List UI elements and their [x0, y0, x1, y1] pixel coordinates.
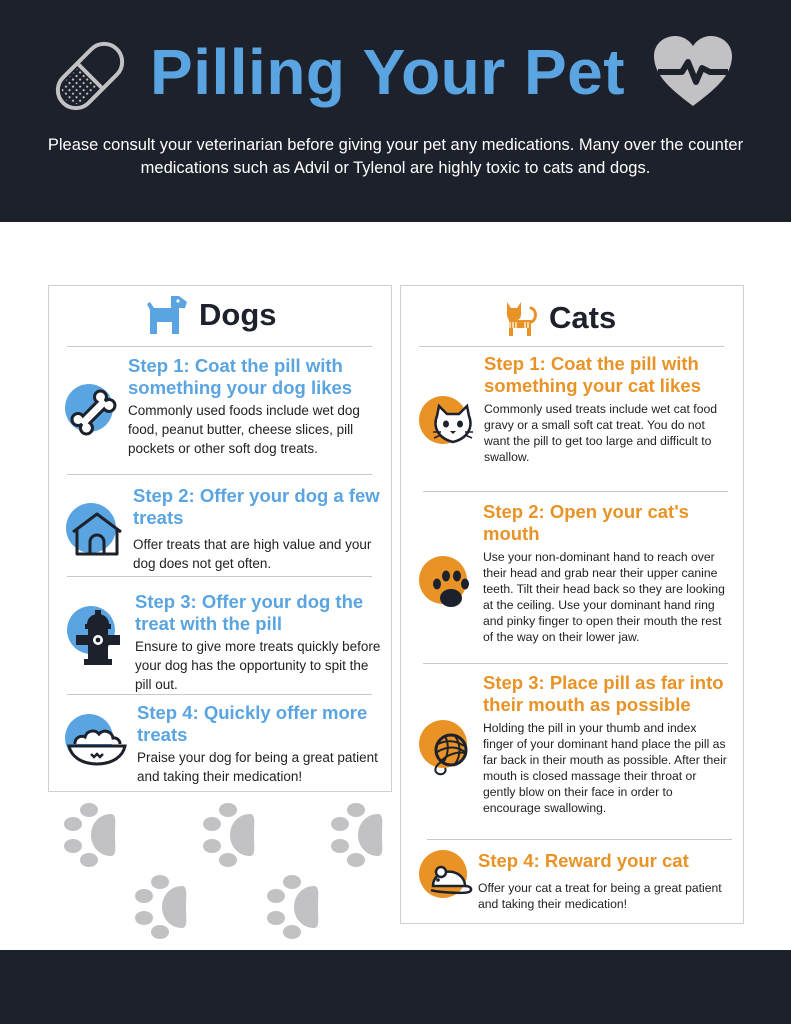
paw-print-icon [258, 872, 328, 942]
dog-step-1: Step 1: Coat the pill with something your dog likes Commonly used foods include wet dog food, peanut butter, cheese slices, pill pockets or other soft dog treats. [128, 355, 360, 456]
paw-print-icon [419, 556, 483, 620]
divider [67, 474, 372, 475]
dog-step1-icon-badge [65, 384, 129, 448]
yarn-ball-icon [419, 720, 483, 784]
pill-capsule-icon [48, 34, 132, 118]
heartbeat-heart-icon [652, 34, 734, 108]
mouse-toy-icon [419, 850, 483, 914]
dog-step-3: Step 3: Offer your dog the treat with the pill Ensure to give more treats quickly before your dog has the opportunity to spit the pill out. [135, 591, 381, 692]
cat-step2-icon-badge [419, 556, 483, 620]
cat-step3-icon-badge [419, 720, 483, 784]
dog-step2-icon-badge [65, 502, 129, 566]
paw-print-icon [55, 800, 125, 870]
fire-hydrant-icon [65, 606, 129, 670]
divider [427, 839, 732, 840]
dog-icon [145, 294, 189, 336]
cat-step-2: Step 2: Open your cat's mouth Use your non-dominant hand to reach over their head and grab near their upper canine teeth. Tilt their head back so they are looking at the ceiling. Use your dominant hand ring and pinky finger to open their mouth the rest of the way on their lower jaw. [483, 501, 725, 644]
divider [67, 346, 372, 347]
divider [67, 576, 372, 577]
bone-icon [65, 384, 129, 448]
dog-step-2: Step 2: Offer your dog a few treats Offer treats that are high value and your dog does not get often. [133, 485, 380, 571]
header-banner [0, 0, 791, 222]
cat-step4-icon-badge [419, 850, 483, 914]
cat-icon [501, 298, 539, 338]
doghouse-icon [65, 502, 129, 566]
divider [67, 694, 372, 695]
paw-print-icon [322, 800, 392, 870]
cat-face-icon [419, 396, 483, 460]
dog-step3-icon-badge [65, 606, 129, 670]
dog-step4-icon-badge [65, 714, 129, 778]
page-title: Pilling Your Pet [150, 36, 626, 108]
divider [419, 346, 724, 347]
cat-step1-icon-badge [419, 396, 483, 460]
divider [423, 663, 728, 664]
dogs-panel [48, 285, 392, 792]
cat-step-1: Step 1: Coat the pill with something your cat likes Commonly used treats include wet cat food gravy or a small soft cat treat. You do not want the pill to get too large and difficult to swallow. [484, 353, 718, 464]
cat-step-4: Step 4: Reward your cat Offer your cat a treat for being a great patient and taking their medication! [478, 850, 722, 911]
paw-print-icon [194, 800, 264, 870]
paw-print-icon [126, 872, 196, 942]
cats-heading: Cats [501, 298, 616, 338]
cats-panel [400, 285, 744, 924]
food-bowl-icon [65, 714, 129, 778]
cat-step-3: Step 3: Place pill as far into their mouth as possible Holding the pill in your thumb and index finger of your dominant hand place the pill as far back in their mouth as possible. After their mouth is closed massage their throat or gently blow on their face in order to encourage swallowing. [483, 672, 727, 815]
dog-step-4: Step 4: Quickly offer more treats Praise your dog for being a great patient and taking their medication! [137, 702, 378, 784]
dogs-heading: Dogs [145, 294, 277, 336]
footer-band [0, 950, 791, 1024]
divider [423, 491, 728, 492]
disclaimer-text: Please consult your veterinarian before giving your pet any medications. Many over the counter medications such as Advil or Tylenol are highly toxic to cats and dogs. [47, 136, 744, 177]
